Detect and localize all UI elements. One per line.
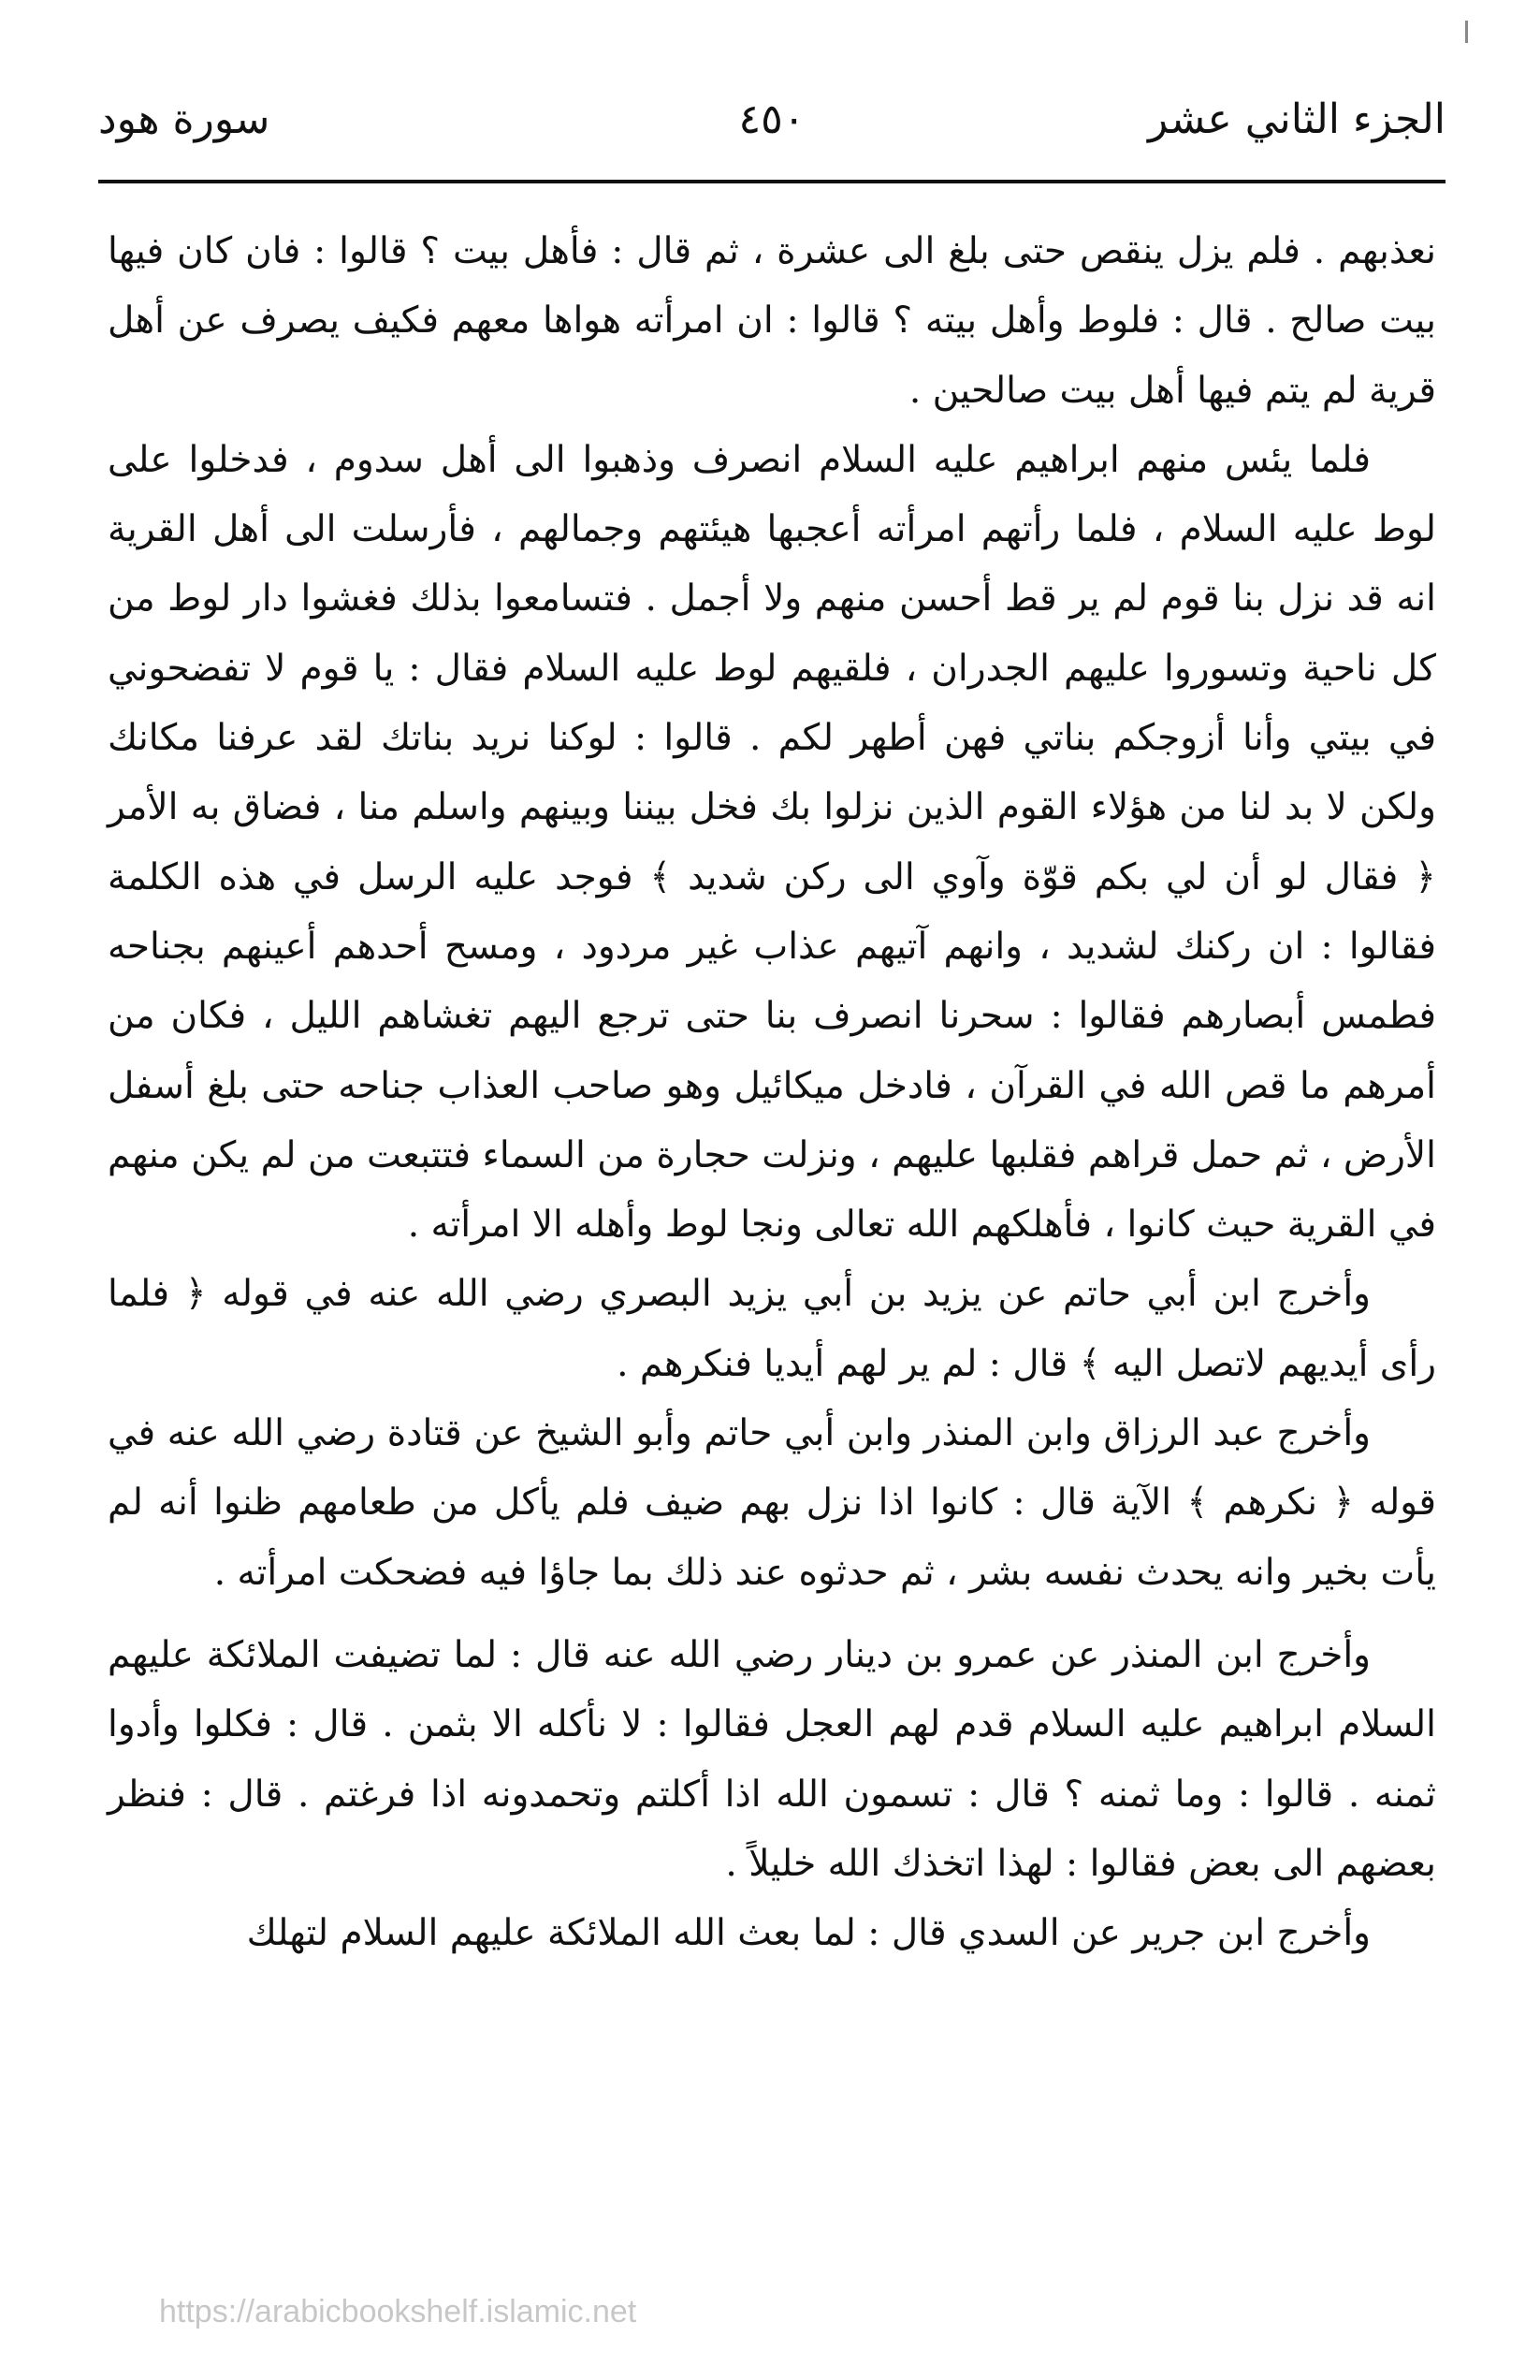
page-body [108, 217, 1436, 1968]
paragraph-2: فلما يئس منهم ابراهيم عليه السلام انصرف وذهبوا الى أهل سدوم ، فدخلوا على لوط عليه السلام ، فلما رأتهم امرأته أعجبها هيئتهم وجمالهم ، فأرسلت الى أهل القرية انه قد نزل بنا قوم لم ير قط أحسن منهم ولا أجمل . فتسامعوا بذلك فغشوا دار لوط من كل ناحية وتسوروا عليهم الجدران ، فلقيهم لوط عليه السلام فقال : يا قوم لا تفضحوني في بيتي وأنا أزوجكم بناتي فهن أطهر لكم . قالوا : لوكنا نريد بناتك لقد عرفنا مكانك ولكن لا بد لنا من هؤلاء القوم الذين نزلوا بك فخل بيننا وبينهم واسلم منا ، فضاق به الأمر ﴿ فقال لو أن لي بكم قوّة وآوي الى ركن شديد ﴾ فوجد عليه الرسل في هذه الكلمة فقالوا : ان ركنك لشديد ، وانهم آتيهم عذاب غير مردود ، ومسح أحدهم أعينهم بجناحه فطمس أبصارهم فقالوا : سحرنا انصرف بنا حتى ترجع اليهم تغشاهم الليل ، فكان من أمرهم ما قص الله في القرآن ، فادخل ميكائيل وهو صاحب العذاب جناحه حتى بلغ أسفل الأرض ، ثم حمل قراهم فقلبها عليهم ، ونزلت حجارة من السماء فتتبعت من لم يكن منهم في القرية حيث كانوا ، فأهلكهم الله تعالى ونجا لوط وأهله الا امرأته . [108, 438, 1436, 1247]
page-header [98, 82, 1446, 157]
paragraph-1: نعذبهم . فلم يزل ينقص حتى بلغ الى عشرة ، ثم قال : فأهل بيت ؟ قالوا : فان كان فيها بيت صالح . قال : فلوط وأهل بيته ؟ قالوا : ان امرأته هواها معهم فكيف يصرف عن أهل قرية لم يتم فيها أهل بيت صالحين . [108, 230, 1436, 412]
header-divider [98, 180, 1446, 183]
scan-edge-mark [1465, 21, 1468, 43]
part-title: الجزء الثاني عشر [1148, 95, 1446, 143]
paragraph-3: وأخرج ابن أبي حاتم عن يزيد بن أبي يزيد البصري رضي الله عنه في قوله ﴿ فلما رأى أيديهم لاتصل اليه ﴾ قال : لم ير لهم أيديا فنكرهم . [108, 1273, 1436, 1385]
url-watermark: https://arabicbookshelf.islamic.net [159, 2294, 637, 2329]
page-number: ٤٥٠ [738, 95, 806, 143]
surah-title: سورة هود [98, 95, 270, 143]
paragraph-6: وأخرج ابن جرير عن السدي قال : لما بعث الله الملائكة عليهم السلام لتهلك [246, 1912, 1371, 1955]
paragraph-5: وأخرج ابن المنذر عن عمرو بن دينار رضي الله عنه قال : لما تضيفت الملائكة عليهم السلام ابراهيم عليه السلام قدم لهم العجل فقالوا : لا نأكله الا بثمن . قال : فكلوا وأدوا ثمنه . قالوا : وما ثمنه ؟ قال : تسمون الله اذا أكلتم وتحمدونه اذا فرغتم . قال : فنظر بعضهم الى بعض فقالوا : لهذا اتخذك الله خليلاً . [108, 1633, 1436, 1885]
paragraph-4: وأخرج عبد الرزاق وابن المنذر وابن أبي حاتم وأبو الشيخ عن قتادة رضي الله عنه في قوله ﴿ نكرهم ﴾ الآية قال : كانوا اذا نزل بهم ضيف فلم يأكل من طعامهم ظنوا أنه لم يأت بخير وانه يحدث نفسه بشر ، ثم حدثوه عند ذلك بما جاؤا فيه فضحكت امرأته . [108, 1412, 1436, 1594]
